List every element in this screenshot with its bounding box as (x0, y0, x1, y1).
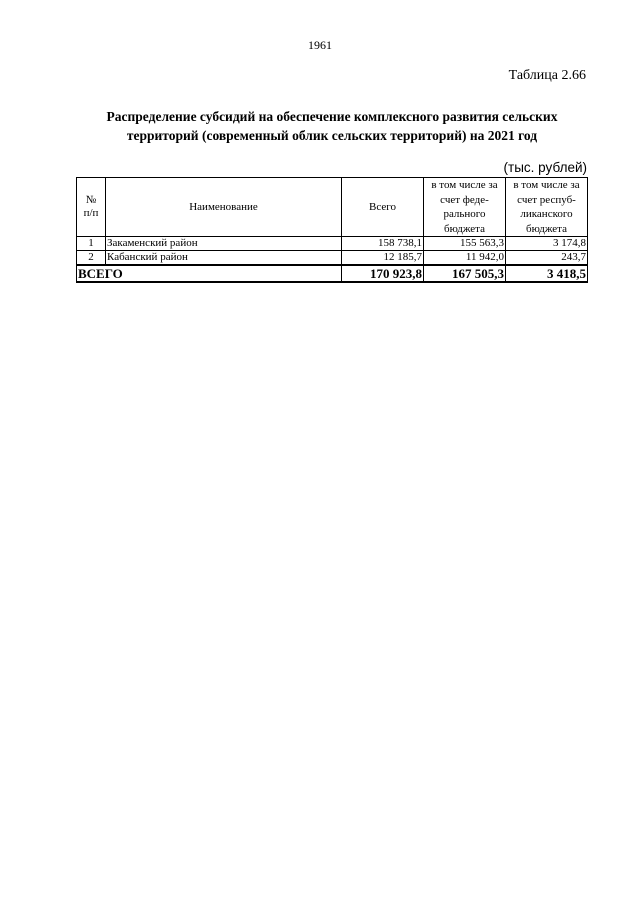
header-name: Наименование (106, 178, 342, 237)
total-sum: 170 923,8 (342, 265, 424, 282)
header-federal-line-4: бюджета (443, 222, 485, 235)
header-federal-line-1: в том числе за (431, 179, 498, 191)
total-label: ВСЕГО (77, 265, 342, 282)
header-federal (424, 178, 506, 237)
header-federal-line-2: счет феде- (440, 193, 489, 206)
header-federal-line-3: рального (443, 208, 486, 220)
header-republic-line-2: счет респуб- (517, 193, 576, 206)
header-republic (506, 178, 588, 237)
row-republic: 3 174,8 (506, 237, 588, 251)
row-federal: 155 563,3 (424, 237, 506, 251)
table-row (77, 251, 588, 266)
table-row (77, 237, 588, 251)
row-total: 158 738,1 (342, 237, 424, 251)
header-number-line-1: № (85, 194, 97, 206)
table-label: Таблица 2.66 (508, 68, 586, 83)
total-row (77, 265, 588, 282)
row-name: Кабанский район (106, 251, 342, 266)
table-title-line-1: Распределение субсидий на обеспечение комплексного развития сельских (106, 109, 558, 124)
table-header-row (77, 178, 588, 237)
header-republic-line-1: в том числе за (513, 179, 580, 191)
table-title-line-2: территорий (современный облик сельских территорий) на 2021 год (126, 128, 538, 143)
subsidy-table (76, 177, 588, 283)
header-number (77, 178, 106, 237)
units-label: (тыс. рублей) (503, 160, 587, 175)
total-federal: 167 505,3 (424, 265, 506, 282)
row-federal: 11 942,0 (424, 251, 506, 266)
row-number: 1 (77, 237, 106, 251)
page-number: 1961 (308, 38, 332, 52)
table-title (76, 107, 588, 145)
header-total: Всего (342, 178, 424, 237)
header-republic-line-4: бюджета (525, 222, 567, 235)
header-number-line-2: п/п (83, 207, 99, 219)
row-number: 2 (77, 251, 106, 266)
row-total: 12 185,7 (342, 251, 424, 266)
row-republic: 243,7 (506, 251, 588, 266)
header-republic-line-3: ликанского (520, 208, 573, 220)
total-republic: 3 418,5 (506, 265, 588, 282)
row-name: Закаменский район (106, 237, 342, 251)
